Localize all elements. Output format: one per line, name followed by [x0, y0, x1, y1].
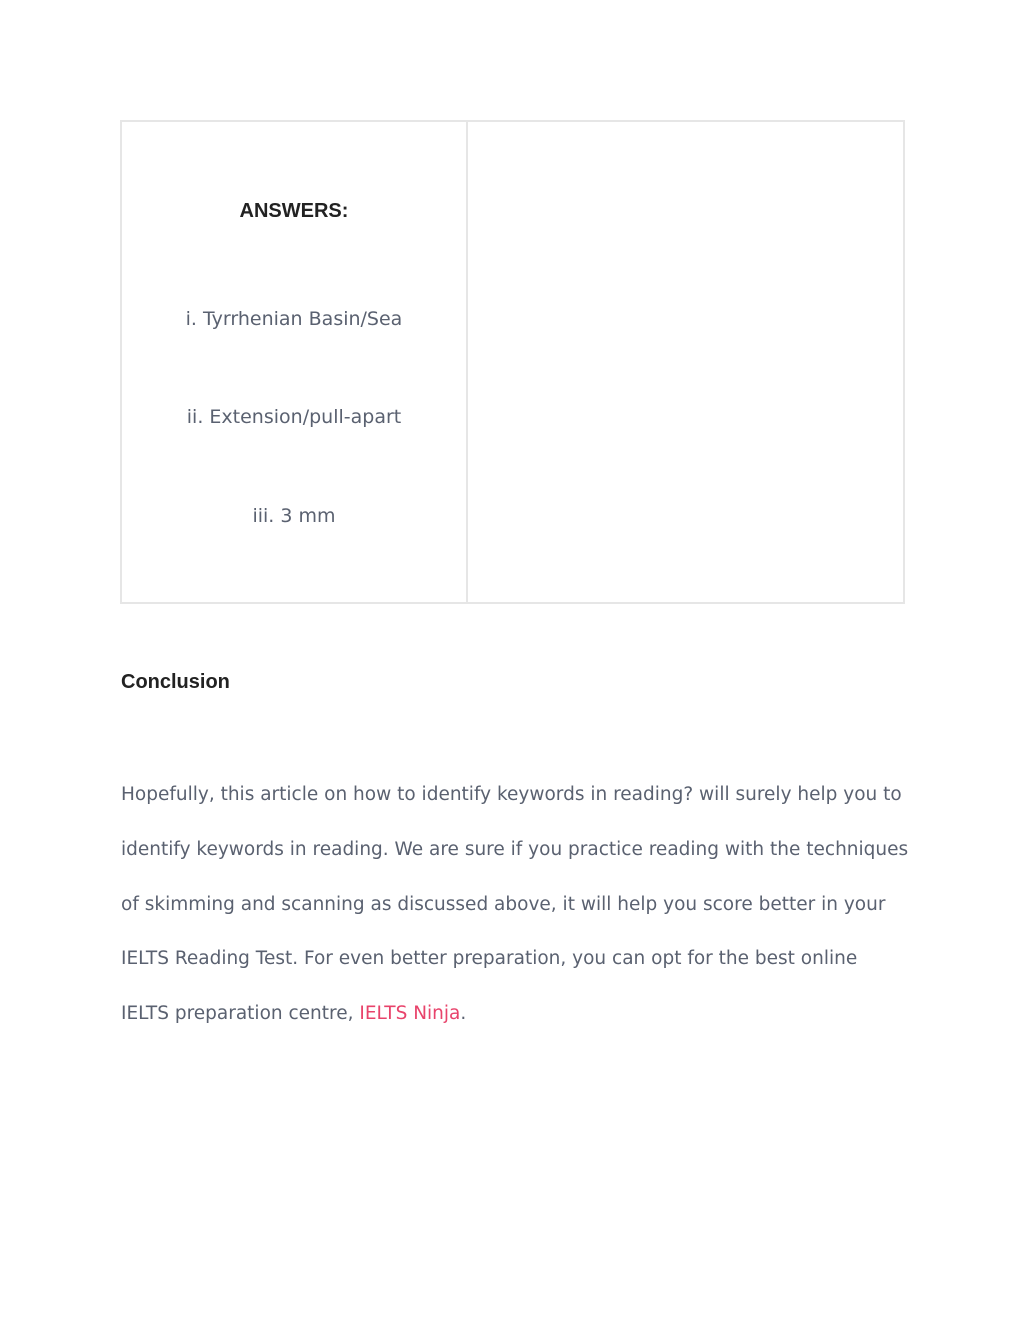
answers-table [120, 120, 905, 604]
ielts-ninja-link[interactable]: IELTS Ninja [359, 1003, 461, 1025]
conclusion-paragraph-end: . [460, 1003, 467, 1025]
empty-table-cell [468, 122, 903, 602]
answers-heading: ANSWERS: [239, 200, 349, 222]
answer-item-1: i. Tyrrhenian Basin/Sea [185, 308, 403, 330]
answer-item-2: ii. Extension/pull-apart [186, 406, 402, 428]
conclusion-paragraph [121, 768, 911, 1042]
conclusion-paragraph-text: Hopefully, this article on how to identify keywords in reading? will surely help you to identify keywords in reading. We are sure if you practice reading with the techniques of skimming and scanning as discussed above, it will help you score better in your IELTS Reading Test. For even better preparation, you can opt for the best online IELTS preparation centre, [121, 784, 909, 1025]
answer-item-3: iii. 3 mm [252, 505, 336, 527]
answers-cell [122, 122, 468, 602]
conclusion-heading: Conclusion [121, 671, 230, 693]
